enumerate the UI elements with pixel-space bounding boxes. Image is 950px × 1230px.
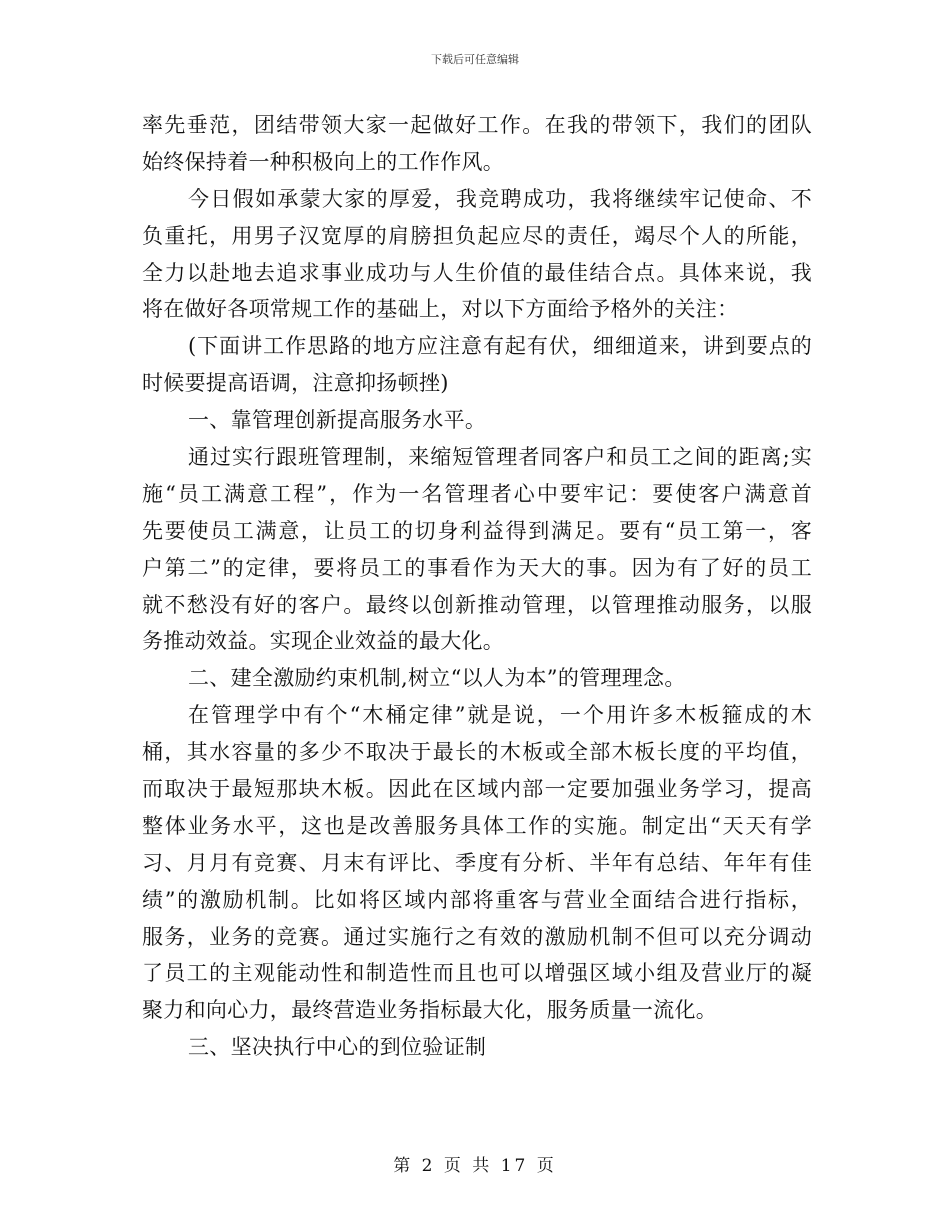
text-line: 服务，业务的竞赛。通过实施行之有效的激励机制不但可以充分调动 [142, 924, 812, 949]
heading-line: 三、坚决执行中心的到位验证制 [188, 1035, 487, 1060]
text-line: 户第二”的定律，要将员工的事看作为天大的事。因为有了好的员工 [142, 555, 812, 580]
text-line: 绩”的激励机制。比如将区域内部将重客与营业全面结合进行指标， [142, 887, 812, 912]
text-line: 习、月月有竞赛、月末有评比、季度有分析、半年有总结、年年有佳 [142, 850, 812, 875]
section-heading [142, 660, 812, 697]
section-heading [142, 402, 812, 439]
page-footer: 第 2 页 共 17 页 [393, 1156, 557, 1176]
page-header: 下载后可任意编辑 [431, 53, 519, 66]
text-line: 始终保持着一种积极向上的工作作风。 [142, 149, 505, 174]
heading-line: 二、建全激励约束机制,树立“以人为本”的管理理念。 [188, 666, 686, 691]
text-line: 施“员工满意工程”，作为一名管理者心中要牢记：要使客户满意首 [142, 481, 812, 506]
text-line: 负重托，用男子汉宽厚的肩膀担负起应尽的责任，竭尽个人的所能， [142, 223, 812, 248]
text-line: 聚力和向心力，最终营造业务指标最大化，服务质量一流化。 [142, 998, 718, 1023]
document-body [142, 107, 812, 1066]
paragraph [142, 328, 812, 402]
text-line: 在管理学中有个“木桶定律”就是说，一个用许多木板箍成的木 [188, 703, 812, 728]
text-line: 就不愁没有好的客户。最终以创新推动管理，以管理推动服务，以服 [142, 592, 812, 617]
paragraph [142, 439, 812, 660]
text-line: 率先垂范，团结带领大家一起做好工作。在我的带领下，我们的团队 [142, 113, 812, 137]
heading-line: 一、靠管理创新提高服务水平。 [188, 408, 487, 433]
text-line: 桶，其水容量的多少不取决于最长的木板或全部木板长度的平均值， [142, 740, 812, 765]
text-line: 整体业务水平，这也是改善服务具体工作的实施。制定出“天天有学 [142, 813, 812, 838]
text-line: 务推动效益。实现企业效益的最大化。 [142, 629, 505, 654]
text-line: 先要使员工满意，让员工的切身利益得到满足。要有“员工第一，客 [142, 518, 812, 543]
text-line: 将在做好各项常规工作的基础上，对以下方面给予格外的关注： [142, 297, 739, 322]
paragraph [142, 107, 812, 181]
text-line: 全力以赴地去追求事业成功与人生价值的最佳结合点。具体来说，我 [142, 260, 812, 285]
text-line: 而取决于最短那块木板。因此在区域内部一定要加强业务学习，提高 [142, 777, 812, 802]
text-line: 今日假如承蒙大家的厚爱，我竞聘成功，我将继续牢记使命、不 [188, 186, 812, 211]
paragraph [142, 697, 812, 1029]
section-heading [142, 1029, 812, 1066]
paragraph [142, 181, 812, 329]
text-line: 通过实行跟班管理制，来缩短管理者同客户和员工之间的距离;实 [188, 445, 812, 470]
text-line: (下面讲工作思路的地方应注意有起有伏，细细道来，讲到要点的 [188, 334, 812, 359]
text-line: 时候要提高语调，注意抑扬顿挫) [142, 371, 449, 396]
text-line: 了员工的主观能动性和制造性而且也可以增强区域小组及营业厅的凝 [142, 961, 812, 986]
